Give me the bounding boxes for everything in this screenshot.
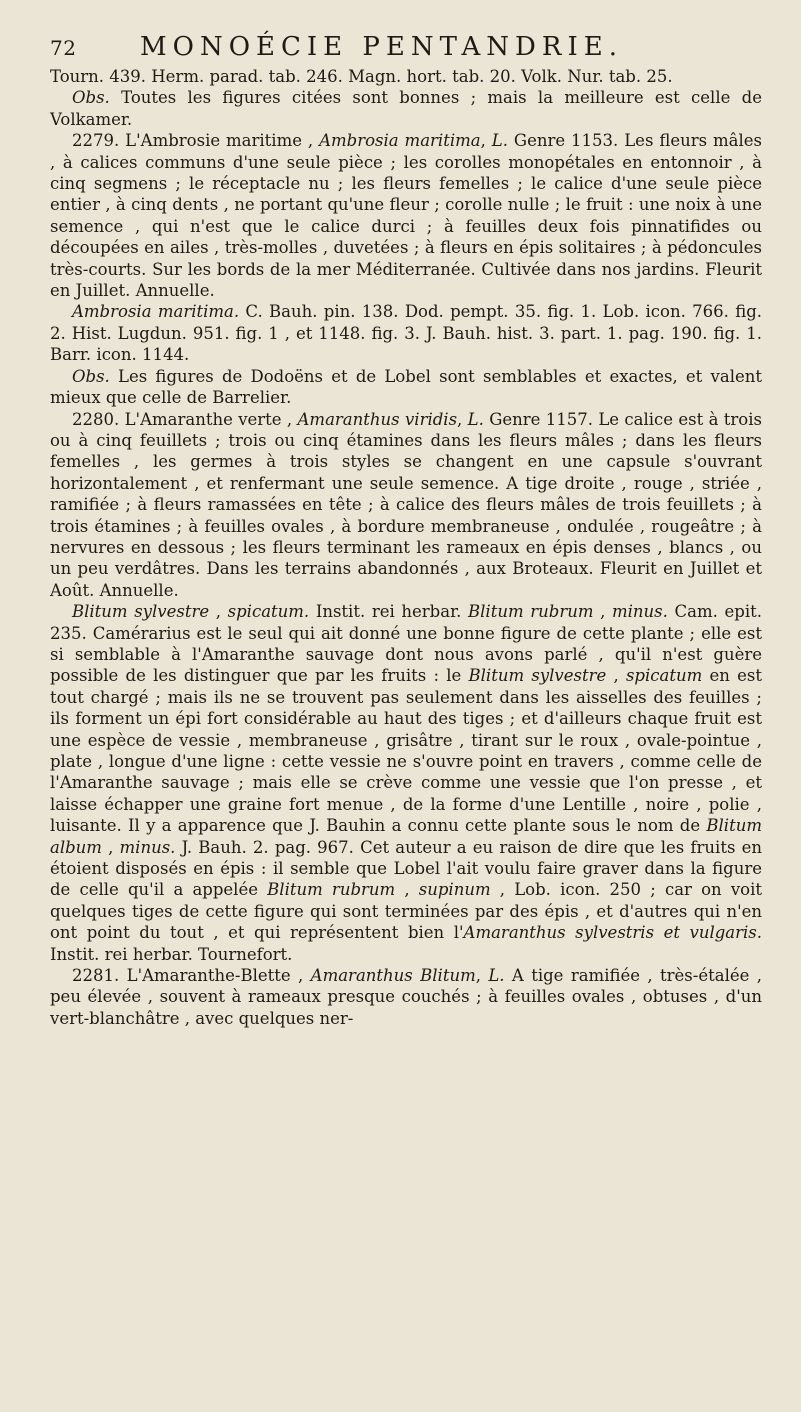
text-run: ,	[480, 131, 492, 151]
text-run: Les figures de Dodoëns et de Lobel sont semblables et exactes, et valent mieux que celle de Barrelier.	[50, 366, 762, 408]
text-run: 2279. L'Ambrosie maritime ,	[72, 131, 320, 151]
italic-text: Obs.	[72, 366, 110, 386]
italic-text: Obs.	[72, 88, 110, 108]
italic-text: Ambrosia maritima	[319, 131, 481, 151]
text-run: ,	[457, 409, 468, 429]
text-run: ,	[593, 602, 612, 622]
paragraph	[50, 409, 762, 602]
italic-text: spicatum	[625, 666, 703, 686]
italic-text: Blitum sylvestre	[468, 666, 607, 686]
italic-text: Blitum rubrum	[468, 602, 594, 622]
text-run: ,	[101, 837, 120, 857]
text-run: C. Bauh. pin. 138. Dod. pempt. 35. fig. 1. Lob. icon. 766. fig. 2. Hist. Lugdun. 951. fig. 1 , et 1148. fig. 3. J. Bauh. hist. 3. part. 1. pag. 190. fig. 1. Barr. icon. 1144.	[50, 302, 763, 365]
page-number: 72	[50, 36, 77, 60]
italic-text: Blitum album	[50, 816, 762, 857]
text-run: Genre 1157. Le calice est à trois ou à cinq feuillets ; trois ou cinq étamines dans les fleurs mâles ; dans les fleurs femelles , les germes à trois styles se changent en une capsule s'ouvrant horizontalement , et renfermant une seule semence. A tige droite , rouge , striée , ramifiée ; à fleurs ramassées en tête ; à calice des fleurs mâles de trois feuillets ; à trois étamines ; à feuilles ovales , à bordure membraneuse , ondulée , rougeâtre ; à nervures en dessous ; les fleurs terminant les rameaux en épis denses , blancs , ou un peu verdâtres. Dans les terrains abandonnés , aux Broteaux. Fleurit en Juillet et Août. Annuelle.	[50, 409, 762, 600]
italic-text: L.	[467, 409, 484, 429]
italic-text: L.	[491, 131, 508, 151]
paragraph	[50, 965, 762, 1029]
text-run: ,	[475, 966, 489, 986]
italic-text: supinum	[418, 880, 491, 900]
paragraph	[50, 301, 762, 365]
text-run: Toutes les figures citées sont bonnes ; mais la meilleure est celle de Volkamer.	[50, 88, 762, 129]
italic-text: minus.	[612, 602, 668, 622]
italic-text: Blitum sylvestre	[72, 602, 210, 622]
paragraph	[50, 601, 762, 965]
italic-text: Amaranthus Blitum	[310, 966, 476, 986]
italic-text: Blitum rubrum	[267, 880, 396, 900]
body-text	[50, 66, 762, 1029]
text-run: A tige ramifiée , très-étalée , peu élevée , souvent à rameaux presque couchés ; à feuilles ovales , obtuses , d'un vert-blanchâtre , avec quelques ner-	[50, 966, 762, 1028]
text-run: 2280. L'Amaranthe verte ,	[72, 409, 298, 429]
text-run: Instit. rei herbar. Tournefort.	[50, 944, 293, 964]
text-run: Genre 1153. Les fleurs mâles , à calices communs d'une seule pièce ; les corolles monopétales en entonnoir , à cinq segmens ; le réceptacle nu ; les fleurs femelles ; le calice d'une seule pièce entier , à cinq dents , ne portant qu'une fleur ; corolle nulle ; le fruit : une noix à une semence , qui n'est que le calice durci ; à feuilles deux fois pinnatifides ou découpées en ailes , très-molles , duvetées ; à fleurs en épis solitaires ; à pédoncules très-courts. Sur les bords de la mer Méditerranée. Cultivée dans nos jardins. Fleurit en Juillet. Annuelle.	[50, 131, 763, 301]
text-run: ,	[606, 666, 626, 686]
text-run: Cam. epit. 235. Camérarius est le seul qui ait donné une bonne figure de cette plante ; elle est si semblable à l'Amaranthe sauvage dont nous avons parlé , qu'il n'est guère possible de les distinguer que par les fruits : le	[50, 602, 762, 686]
italic-text: minus.	[119, 837, 176, 857]
text-run: en est tout chargé ; mais ils ne se trouvent pas seulement dans les aisselles des feuilles ; ils forment un épi fort considérable au haut des tiges ; et d'ailleurs chaque fruit est une espèce de vessie , membraneuse , grisâtre , tirant sur le roux , ovale-pointue , plate , longue d'une ligne : cette vessie ne s'ouvre point en travers , comme celle de l'Amaranthe sauvage ; mais elle se crève comme une vessie que l'on presse , et laisse échapper une graine fort menue , de la forme d'une Lentille , noire , polie , luisante. Il y a apparence que J. Bauhin a connu cette plante sous le nom de	[50, 666, 762, 836]
italic-text: L.	[488, 966, 505, 986]
paragraph	[50, 130, 762, 301]
text-run: Tourn. 439. Herm. parad. tab. 246. Magn. hort. tab. 20. Volk. Nur. tab. 25.	[50, 67, 673, 86]
page-header	[50, 30, 762, 64]
italic-text: Amaranthus viridis	[297, 409, 458, 429]
text-run: Instit. rei herbar.	[309, 602, 469, 622]
text-run: 2281. L'Amaranthe-Blette ,	[72, 966, 311, 986]
text-run: , Lob. icon. 250 ; car on voit quelques tiges de cette figure qui sont terminées par des épis , et d'autres qui n'en ont point du tout , et qui représentent bien l'	[50, 880, 762, 943]
paragraph	[50, 366, 762, 409]
paragraph	[50, 66, 762, 87]
running-head: MONOÉCIE PENTANDRIE.	[140, 32, 623, 62]
paragraph	[50, 87, 762, 130]
text-run: ,	[209, 602, 228, 622]
text-run: ,	[395, 880, 419, 900]
italic-text: Ambrosia maritima.	[72, 302, 240, 322]
italic-text: spicatum.	[227, 602, 310, 622]
italic-text: Amaranthus sylvestris et vulgaris.	[463, 923, 762, 943]
text-run: J. Bauh. 2. pag. 967. Cet auteur a eu raison de dire que les fruits en étoient disposés en épis : il semble que Lobel l'ait voulu faire graver dans la figure de celle qu'il a appelée	[50, 837, 762, 900]
